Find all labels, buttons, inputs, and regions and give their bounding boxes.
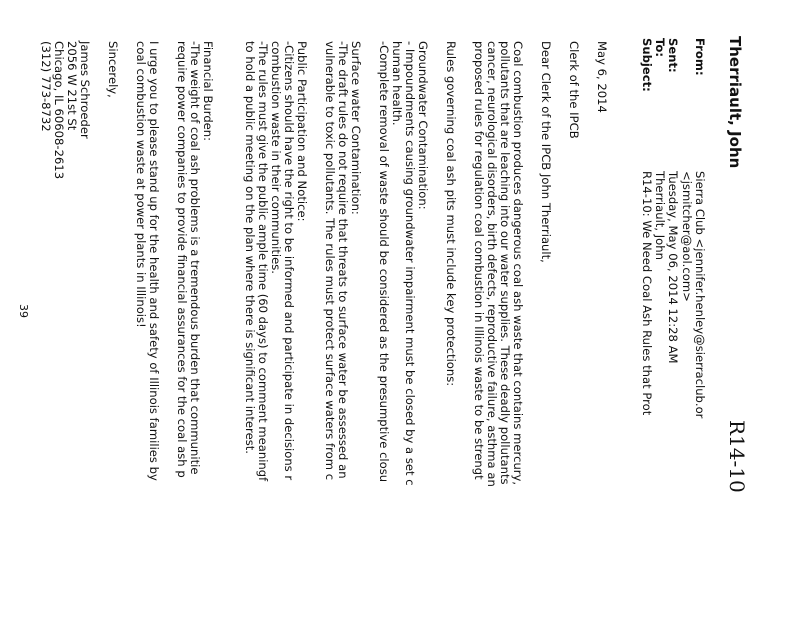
intro-line-3: cancer, neurological disorders, birth defects, reproductive failure, asthma an	[485, 41, 499, 487]
section-heading: Financial Burden:	[201, 41, 215, 142]
to-label: To:	[653, 38, 667, 57]
section-line: -The weight of coal ash problems is a tremendous burden that communitie	[188, 41, 202, 475]
signature-city: Chicago, IL 60608-2613	[52, 41, 66, 180]
section-line: human health.	[390, 41, 404, 126]
subject-label: Subject:	[640, 38, 654, 92]
salutation: Dear Clerk of the IPCB John Therriault,	[539, 41, 553, 263]
from-value-line-1: Sierra Club <jennifer.henley@sierraclub.or	[693, 171, 707, 419]
signature-phone: (312) 773-8732	[39, 41, 53, 132]
section-line: - Impoundments causing groundwater impairment must be closed by a set c	[403, 41, 417, 486]
sender-heading: Therriault, John	[726, 36, 744, 169]
section-heading: Public Participation and Notice:	[295, 41, 309, 222]
page-number: 39	[17, 304, 30, 318]
intro-line-1: Coal combustion produces dangerous coal ash waste that contains mercury,	[511, 41, 525, 486]
section-heading: Groundwater Contamination:	[416, 41, 430, 210]
signature-street: 2056 W 21st St	[65, 41, 79, 131]
closing-line-2: coal combustion waste at power plants in Illinois!	[134, 41, 148, 328]
intro-line-2: pollutants that are leaching into our water supplies. These deadly pollutants	[498, 41, 512, 485]
section-line: vulnerable to toxic pollutants. The rules must protect surface waters from c	[323, 41, 337, 481]
recipient-line: Clerk of the IPCB	[567, 41, 581, 139]
from-value-line-2: <jsmitcher@aol.com>	[680, 171, 694, 302]
section-line: -Citizens should have the right to be informed and participate in decisions r	[282, 41, 296, 481]
section-line: require power companies to provide financial assurances for the coal ash p	[175, 41, 189, 478]
to-value: Therriault, John	[653, 171, 667, 260]
section-line: -The rules must give the public ample time (60 days) to comment meaningf	[256, 41, 270, 482]
sent-label: Sent:	[666, 38, 680, 73]
rules-line: Rules governing coal ash pits must include key protections:	[444, 41, 458, 387]
closing-line-1: I urge you to please stand up for the health and safety of Illinois families by	[147, 41, 161, 481]
section-heading: Surface water Contamination:	[349, 41, 363, 215]
sent-value: Tuesday, May 06, 2014 12:28 AM	[666, 171, 680, 364]
from-label: From:	[693, 38, 707, 76]
exhibit-number: R14-10	[725, 420, 749, 493]
letter-date: May 6, 2014	[595, 41, 609, 113]
section-line: combustion waste in their communities.	[269, 41, 283, 274]
section-line: -The draft rules do not require that threats to surface water be assessed an	[336, 41, 350, 479]
section-line: to hold a public meeting on the plan where there is significant interest.	[243, 41, 257, 454]
sign-off: Sincerely,	[106, 41, 120, 98]
subject-value: R14-10: We Need Coal Ash Rules that Prot	[640, 171, 654, 416]
section-line: -Complete removal of waste should be considered as the presumptive closu	[377, 41, 391, 483]
signature-name: James Schroeder	[78, 41, 92, 139]
intro-line-4: proposed rules for regulation coal combustion in Illinois waste to be strengt	[472, 41, 486, 480]
